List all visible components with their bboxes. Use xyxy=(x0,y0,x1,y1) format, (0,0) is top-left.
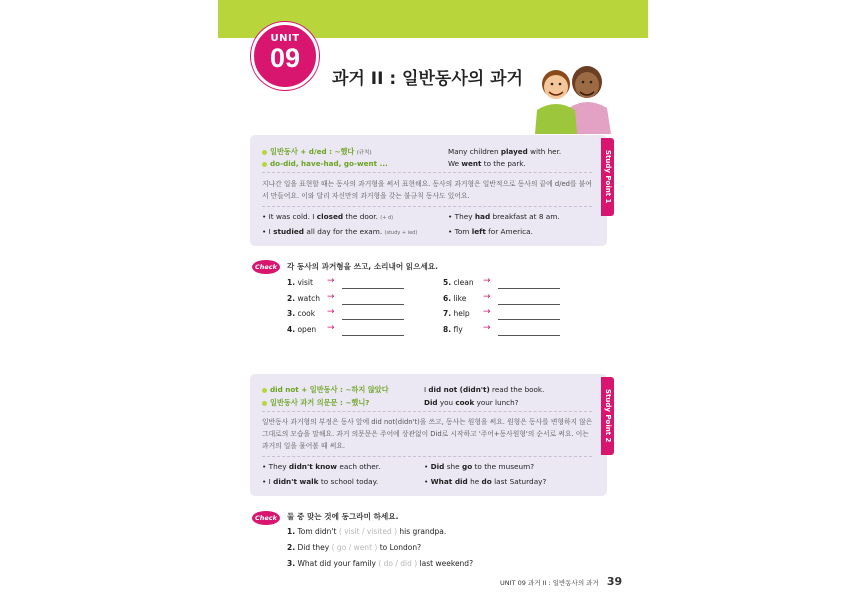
two-boys-illustration xyxy=(525,62,620,134)
answer-blank[interactable] xyxy=(342,304,404,305)
choice-options[interactable]: ( do / did ) xyxy=(378,559,418,568)
sp2-example-1: • They didn't know each other. xyxy=(262,462,381,471)
sp1-example-3: • I studied all day for the exam. (study + ied) xyxy=(262,227,418,236)
bullet-dot xyxy=(262,150,267,155)
sp2-description: 일반동사 과거형의 부정은 동사 앞에 did not(didn't)을 쓰고, 동사는 원형을 써요. 원형은 동사를 변형하지 않은 그대로의 모습을 말해요. 과거 의문문은 주어에 상관없이 Did로 시작하고 '주어+동사원형'의 순서로 써요. 이는 과거의 일을 물어볼 때 써요. xyxy=(262,418,593,450)
check-1-item: 2. watch xyxy=(287,294,321,303)
page-number: 39 xyxy=(606,575,623,588)
check-1-item: 1. visit xyxy=(287,278,313,287)
check-2-item: 2. Did they ( go / went ) to London? xyxy=(287,543,422,552)
study-point-2-tab: Study Point 2 xyxy=(601,377,614,455)
check-2-item: 3. What did your family ( do / did ) last weekend? xyxy=(287,559,474,568)
check-badge-2: Check xyxy=(252,511,280,525)
arrow-icon: → xyxy=(327,292,335,302)
sp1-rule-1 xyxy=(262,147,372,157)
page-footer xyxy=(500,575,622,588)
answer-blank[interactable] xyxy=(342,288,404,289)
sp1-rule-2 xyxy=(262,159,388,168)
answer-blank[interactable] xyxy=(342,319,404,320)
sp1-example-2: • They had breakfast at 8 am. xyxy=(448,212,560,221)
check-1-item: 4. open xyxy=(287,325,317,334)
footer-unit: UNIT 09 xyxy=(500,579,526,587)
arrow-icon: → xyxy=(483,323,491,333)
answer-blank[interactable] xyxy=(498,335,560,336)
check-1-item: 3. cook xyxy=(287,309,316,318)
check-1-item: 6. like xyxy=(443,294,467,303)
arrow-icon: → xyxy=(483,276,491,286)
unit-badge xyxy=(251,22,319,90)
check-2-item: 1. Tom didn't ( visit / visited ) his grandpa. xyxy=(287,527,447,536)
answer-blank[interactable] xyxy=(498,319,560,320)
answer-blank[interactable] xyxy=(498,304,560,305)
check-1-item: 7. help xyxy=(443,309,470,318)
arrow-icon: → xyxy=(483,307,491,317)
footer-title: 과거 II : 일반동사의 과거 xyxy=(527,579,599,587)
sp1-rule-1-note: (규칙) xyxy=(356,150,372,156)
bullet-dot xyxy=(262,388,267,393)
bullet-dot xyxy=(262,401,267,406)
arrow-icon: → xyxy=(327,323,335,333)
unit-number: 09 xyxy=(269,43,301,73)
answer-blank[interactable] xyxy=(498,288,560,289)
sp1-description: 지나간 일을 표현할 때는 동사의 과거형을 써서 표현해요. 동사의 과거형은 일반적으로 동사의 끝에 d/ed를 붙여서 만들어요. 이와 달리 자신만의 과거형을 갖는 불규칙 동사도 있어요. xyxy=(262,180,592,200)
arrow-icon: → xyxy=(483,292,491,302)
sp1-rule-2-formula: do-did, have-had, go-went ... xyxy=(270,159,388,168)
arrow-icon: → xyxy=(327,307,335,317)
bullet-dot xyxy=(262,162,267,167)
choice-options[interactable]: ( visit / visited ) xyxy=(338,527,398,536)
sp2-rule-2-example: Did you cook your lunch? xyxy=(424,398,519,407)
divider xyxy=(262,206,592,207)
arrow-icon: → xyxy=(327,276,335,286)
sp1-example-4: • Tom left for America. xyxy=(448,227,533,236)
sp1-rule-1-example: Many children played with her. xyxy=(448,147,562,156)
unit-label: UNIT xyxy=(270,33,300,44)
choice-options[interactable]: ( go / went ) xyxy=(331,543,378,552)
check-1-item: 5. clean xyxy=(443,278,474,287)
sp1-example-1: • It was cold. I closed the door. (+ d) xyxy=(262,212,394,221)
sp2-example-3: • I didn't walk to school today. xyxy=(262,477,379,486)
sp2-rule-2: 일반동사 과거 의문문 : ~했니? xyxy=(262,398,369,408)
check-2-instruction: 둘 중 맞는 것에 동그라미 하세요. xyxy=(287,512,399,521)
study-point-1-tab: Study Point 1 xyxy=(601,138,614,216)
check-1-instruction: 각 동사의 과거형을 쓰고, 소리내어 읽으세요. xyxy=(287,262,439,271)
check-badge-1: Check xyxy=(252,260,280,274)
sp2-example-4: • What did he do last Saturday? xyxy=(424,477,547,486)
sp1-rule-2-example: We went to the park. xyxy=(448,159,526,168)
sp2-rule-1: did not + 일반동사 : ~하지 않았다 xyxy=(262,385,389,395)
sp2-rule-1-example: I did not (didn't) read the book. xyxy=(424,385,545,394)
page-title: 과거 II : 일반동사의 과거 xyxy=(332,69,523,89)
divider xyxy=(262,172,592,173)
divider xyxy=(262,456,592,457)
check-1-item: 8. fly xyxy=(443,325,463,334)
answer-blank[interactable] xyxy=(342,335,404,336)
divider xyxy=(262,411,592,412)
sp1-rule-1-formula: 일반동사 + d/ed : ~했다 xyxy=(270,147,355,156)
sp2-example-2: • Did she go to the museum? xyxy=(424,462,535,471)
